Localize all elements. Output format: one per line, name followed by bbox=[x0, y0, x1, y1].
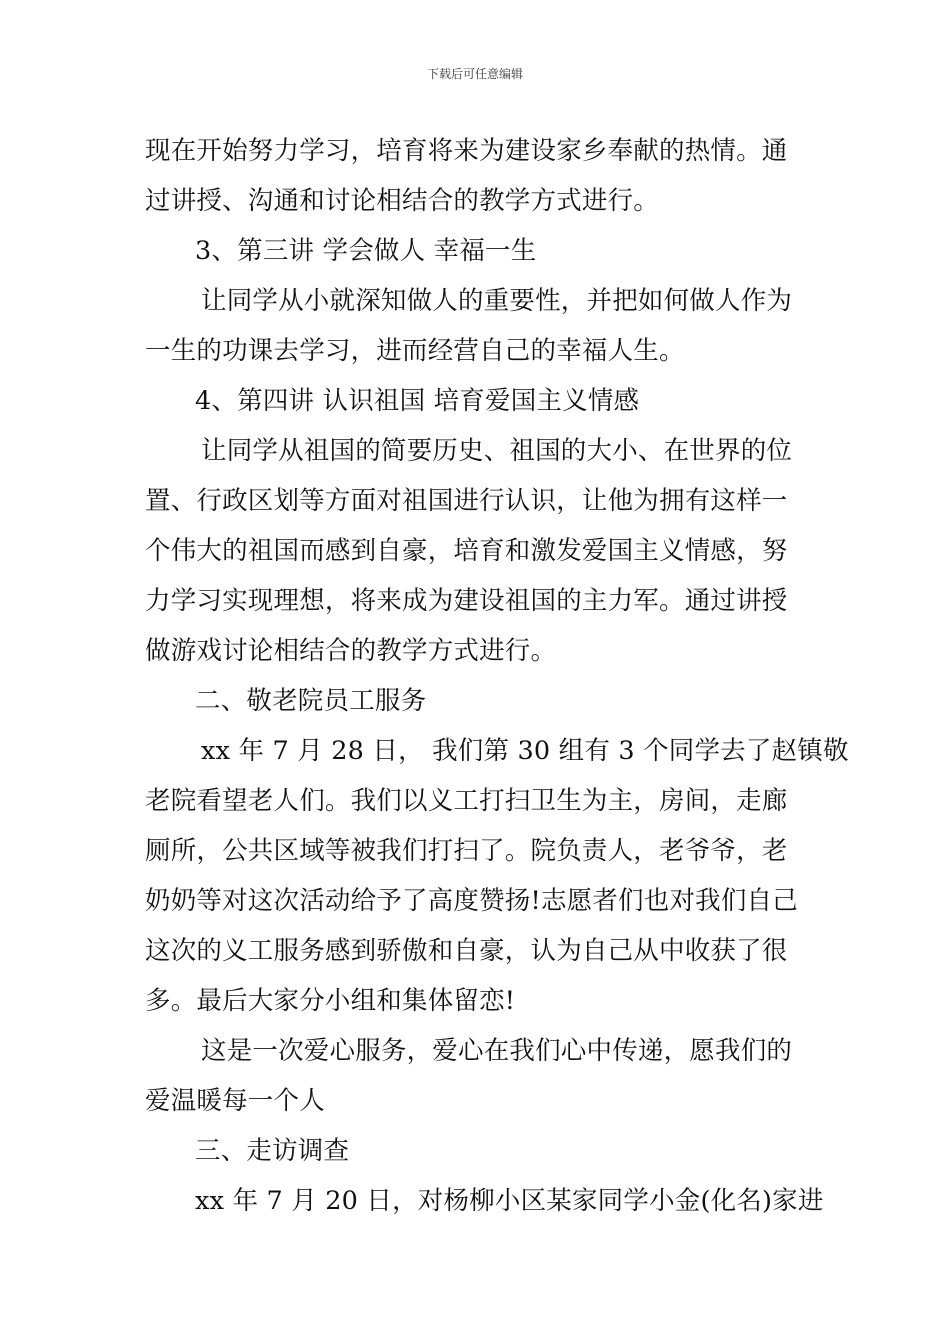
section-heading: 二、敬老院员工服务 bbox=[195, 686, 427, 716]
text-line: 一生的功课去学习，进而经营自己的幸福人生。 bbox=[145, 336, 685, 366]
page-header-note: 下载后可任意编辑 bbox=[426, 67, 523, 81]
section-heading: 3、第三讲 学会做人 幸福一生 bbox=[195, 236, 537, 266]
text-line: xx 年 7 月 28 日， 我们第 30 组有 3 个同学去了赵镇敬 bbox=[201, 736, 849, 766]
section-heading: 4、第四讲 认识祖国 培育爱国主义情感 bbox=[195, 386, 640, 416]
section-heading: 三、走访调查 bbox=[195, 1136, 350, 1166]
document-body bbox=[145, 126, 849, 1226]
text-line: 多。最后大家分小组和集体留恋! bbox=[145, 986, 516, 1016]
text-line: 老院看望老人们。我们以义工打扫卫生为主，房间，走廊 bbox=[145, 786, 788, 816]
text-line: 爱温暖每一个人 bbox=[145, 1086, 325, 1116]
text-line: 置、行政区划等方面对祖国进行认识，让他为拥有这样一 bbox=[145, 486, 788, 516]
text-line: 个伟大的祖国而感到自豪，培育和激发爱国主义情感，努 bbox=[145, 536, 788, 566]
text-line: 这次的义工服务感到骄傲和自豪，认为自己从中收获了很 bbox=[145, 936, 788, 966]
text-line: 现在开始努力学习，培育将来为建设家乡奉献的热情。通 bbox=[145, 136, 788, 166]
text-line: 让同学从祖国的简要历史、祖国的大小、在世界的位 bbox=[201, 436, 793, 466]
text-line: 让同学从小就深知做人的重要性，并把如何做人作为 bbox=[201, 286, 793, 316]
text-line: 过讲授、沟通和讨论相结合的教学方式进行。 bbox=[145, 186, 660, 216]
text-line: 这是一次爱心服务，爱心在我们心中传递，愿我们的 bbox=[201, 1036, 793, 1066]
text-line: 做游戏讨论相结合的教学方式进行。 bbox=[145, 636, 557, 666]
text-line: 奶奶等对这次活动给予了高度赞扬!志愿者们也对我们自己 bbox=[145, 886, 798, 916]
text-line: 力学习实现理想，将来成为建设祖国的主力军。通过讲授 bbox=[145, 586, 788, 616]
text-line: xx 年 7 月 20 日，对杨柳小区某家同学小金(化名)家进 bbox=[195, 1186, 824, 1216]
text-line: 厕所，公共区域等被我们打扫了。院负责人，老爷爷，老 bbox=[145, 836, 788, 866]
